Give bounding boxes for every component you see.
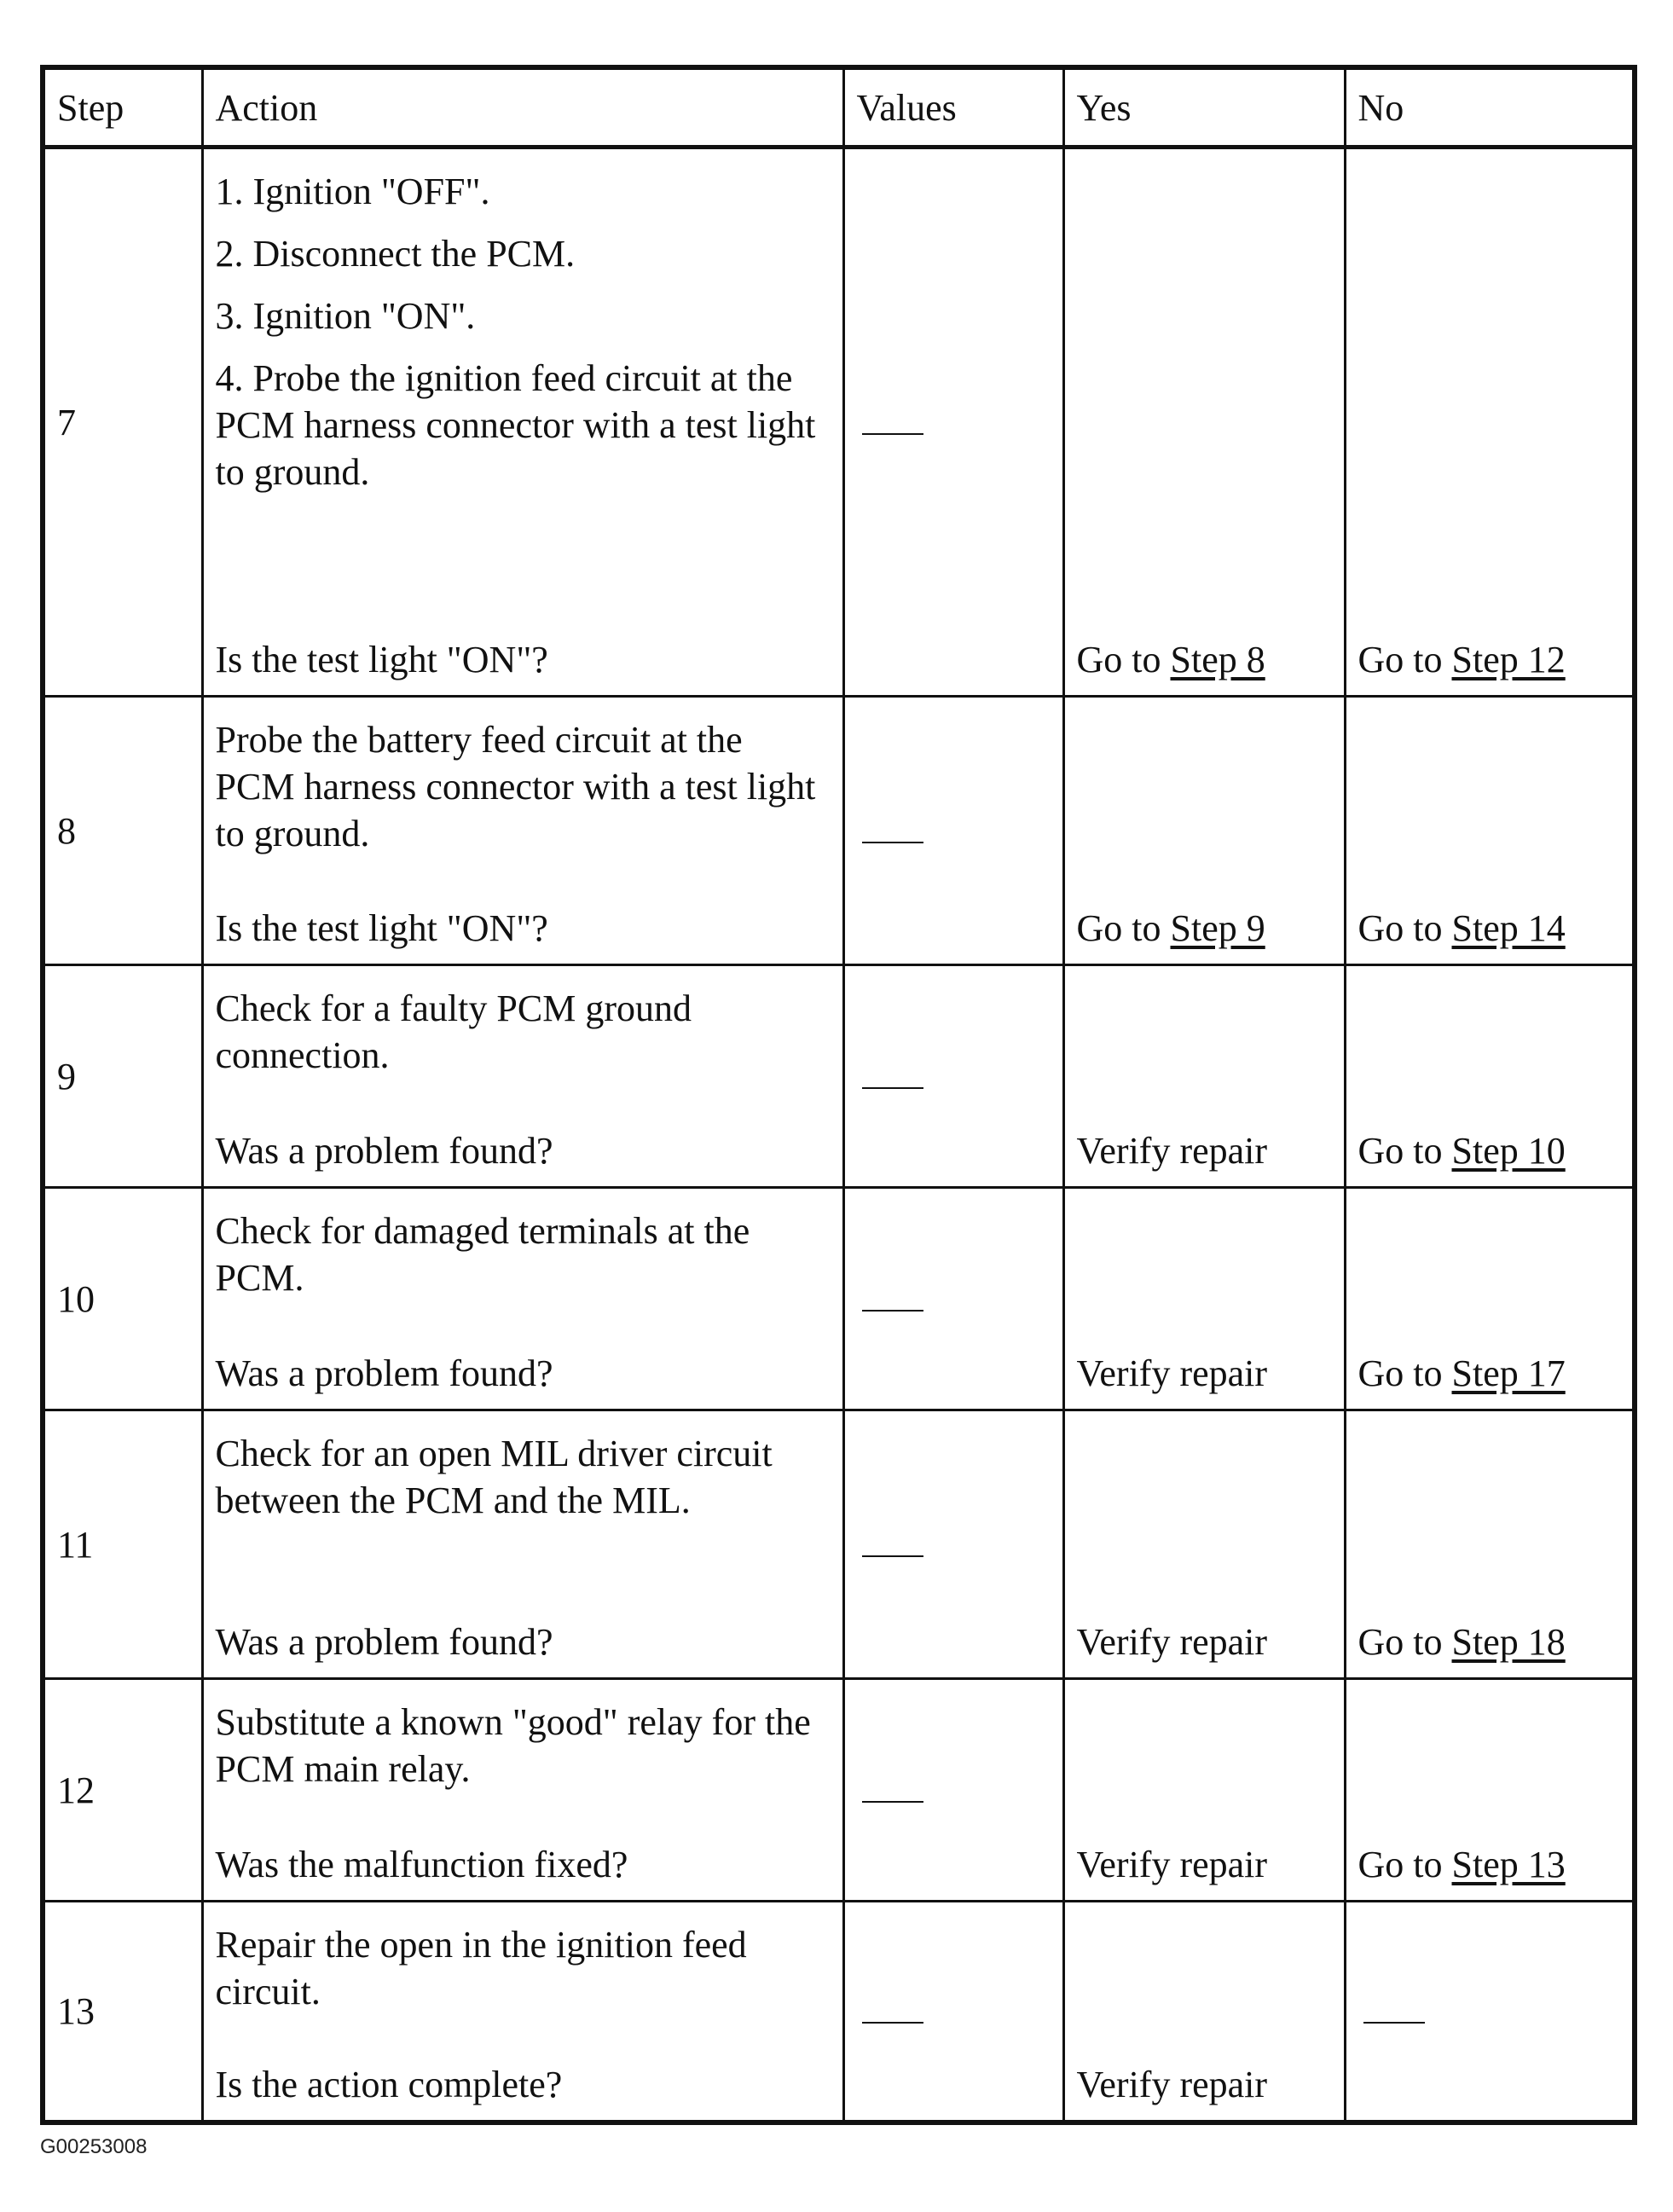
- step-number: 10: [43, 1188, 202, 1410]
- table-row: [43, 1679, 1635, 1902]
- values-cell: [843, 697, 1063, 965]
- action-question: Is the test light "ON"?: [215, 639, 548, 680]
- action-instruction: Substitute a known "good" relay for the PCM main relay.: [215, 1701, 811, 1790]
- empty-value-dash: [1363, 2022, 1425, 2024]
- table-body: [43, 148, 1635, 2123]
- step-number: 7: [43, 148, 202, 697]
- no-cell: [1345, 1679, 1635, 1902]
- yes-cell: [1063, 1188, 1345, 1410]
- yes-result-text: Go to: [1076, 639, 1171, 680]
- action-question: Was a problem found?: [215, 1621, 553, 1663]
- action-question: Was a problem found?: [215, 1352, 553, 1394]
- yes-step-link[interactable]: Step 9: [1170, 907, 1265, 949]
- yes-result-text: Go to: [1076, 907, 1171, 949]
- yes-cell: [1063, 148, 1345, 697]
- no-result-text: Go to: [1358, 1844, 1452, 1885]
- table-row: [43, 148, 1635, 697]
- yes-cell: [1063, 697, 1345, 965]
- yes-result-text: Verify repair: [1076, 1621, 1268, 1663]
- yes-step-link[interactable]: Step 8: [1170, 639, 1265, 680]
- yes-result-text: Verify repair: [1076, 1844, 1268, 1885]
- yes-cell: [1063, 1902, 1345, 2123]
- header-step: Step: [43, 67, 202, 148]
- table-row: [43, 697, 1635, 965]
- values-cell: [843, 1410, 1063, 1679]
- table-row: [43, 1410, 1635, 1679]
- yes-result-text: Verify repair: [1076, 1352, 1268, 1394]
- action-instruction: 3. Ignition "ON".: [215, 295, 476, 337]
- action-cell: [202, 1902, 843, 2123]
- action-question: Was a problem found?: [215, 1130, 553, 1172]
- no-result-text: Go to: [1358, 1352, 1452, 1394]
- action-cell: [202, 965, 843, 1188]
- action-instruction: Check for an open MIL driver circuit between the PCM and the MIL.: [215, 1433, 773, 1521]
- action-cell: [202, 1410, 843, 1679]
- table-row: [43, 965, 1635, 1188]
- values-cell: [843, 1902, 1063, 2123]
- empty-value-dash: [862, 2022, 923, 2024]
- yes-cell: [1063, 1679, 1345, 1902]
- header-values: Values: [843, 67, 1063, 148]
- step-number: 8: [43, 697, 202, 965]
- action-cell: [202, 697, 843, 965]
- no-cell: [1345, 148, 1635, 697]
- table-row: [43, 1188, 1635, 1410]
- empty-value-dash: [862, 433, 923, 435]
- no-step-link[interactable]: Step 13: [1451, 1844, 1566, 1885]
- no-cell: [1345, 1902, 1635, 2123]
- no-step-link[interactable]: Step 10: [1451, 1130, 1566, 1172]
- action-cell: [202, 148, 843, 697]
- no-cell: [1345, 1188, 1635, 1410]
- step-number: 9: [43, 965, 202, 1188]
- no-step-link[interactable]: Step 17: [1451, 1352, 1566, 1394]
- step-number: 13: [43, 1902, 202, 2123]
- header-yes: Yes: [1063, 67, 1345, 148]
- action-cell: [202, 1188, 843, 1410]
- yes-result-text: Verify repair: [1076, 1130, 1268, 1172]
- no-step-link[interactable]: Step 12: [1451, 639, 1566, 680]
- header-action: Action: [202, 67, 843, 148]
- no-step-link[interactable]: Step 14: [1451, 907, 1566, 949]
- values-cell: [843, 1679, 1063, 1902]
- action-instruction: Repair the open in the ignition feed circuit.: [215, 1924, 747, 2012]
- values-cell: [843, 1188, 1063, 1410]
- yes-cell: [1063, 965, 1345, 1188]
- action-cell: [202, 1679, 843, 1902]
- empty-value-dash: [862, 1310, 923, 1312]
- action-instruction: Probe the battery feed circuit at the PCM harness connector with a test light to ground.: [215, 719, 816, 854]
- no-cell: [1345, 1410, 1635, 1679]
- header-no: No: [1345, 67, 1635, 148]
- yes-cell: [1063, 1410, 1345, 1679]
- table-row: [43, 1902, 1635, 2123]
- step-number: 12: [43, 1679, 202, 1902]
- action-instruction: Check for damaged terminals at the PCM.: [215, 1210, 750, 1299]
- empty-value-dash: [862, 1555, 923, 1557]
- empty-value-dash: [862, 842, 923, 843]
- action-instruction: 4. Probe the ignition feed circuit at the PCM harness connector with a test light to ground.: [215, 357, 816, 493]
- no-step-link[interactable]: Step 18: [1451, 1621, 1566, 1663]
- diagnostic-table: [40, 65, 1637, 2125]
- action-instruction: 1. Ignition "OFF".: [215, 171, 490, 212]
- no-cell: [1345, 965, 1635, 1188]
- no-cell: [1345, 697, 1635, 965]
- empty-value-dash: [862, 1801, 923, 1803]
- header-row: [43, 67, 1635, 148]
- no-result-text: Go to: [1358, 1621, 1452, 1663]
- action-question: Was the malfunction fixed?: [215, 1844, 628, 1885]
- action-instruction: Check for a faulty PCM ground connection.: [215, 987, 692, 1076]
- empty-value-dash: [862, 1087, 923, 1089]
- action-instruction: 2. Disconnect the PCM.: [215, 233, 576, 275]
- action-question: Is the action complete?: [215, 2064, 563, 2105]
- no-result-text: Go to: [1358, 1130, 1452, 1172]
- values-cell: [843, 148, 1063, 697]
- yes-result-text: Verify repair: [1076, 2064, 1268, 2105]
- figure-code: G00253008: [40, 2135, 148, 2158]
- no-result-text: Go to: [1358, 639, 1452, 680]
- no-result-text: Go to: [1358, 907, 1452, 949]
- step-number: 11: [43, 1410, 202, 1679]
- values-cell: [843, 965, 1063, 1188]
- action-question: Is the test light "ON"?: [215, 907, 548, 949]
